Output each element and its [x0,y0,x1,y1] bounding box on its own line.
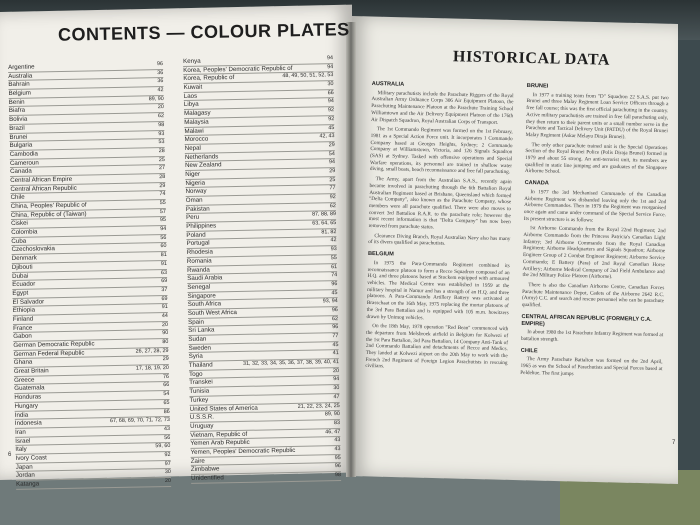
entry-country: El Salvador [12,297,45,306]
entry-pages: 28 [158,147,165,154]
entry-country: Transkei [189,378,213,387]
historical-column-1 [365,76,514,376]
entry-country: Belgium [8,89,31,98]
entry-country: Australia [8,72,33,80]
entry-country: Unidentified [191,474,224,482]
entry-country: Cuba [11,237,27,245]
paragraph: The Army, apart from the Australian S.A.S., recently again became involved in parachuting through the 6th Battalion Royal Australian Regiment based at Brisbane, Queensland which formed "Delta Company", also known as the Parachute Company, whose members were all parachute qualified. There were also moves to convert 3rd Battalion R.A.R. to the parachute role; however the most recent information is that "Delta Company" has now been removed from parachute status. [368,176,512,231]
entry-pages: 63, 64, 65 [312,220,337,227]
entry-country: Canada [10,167,32,176]
entry-pages: 54 [163,391,170,398]
entry-pages: 29 [162,356,169,363]
entry-country: Senegal [187,283,211,291]
paragraph: In 1977 the 3rd Mechanised Commando of the Canadian Airborne Regiment was disbanded leaving only the 1st and 2nd Airborne Commandos. Then in 1979 the Regiment was reorganised once again and came under command of the Special Service Force. Its present structure is as follows: [523,188,667,224]
entry-country: Togo [189,370,203,378]
entry-pages: 17, 18, 19, 20 [135,365,169,372]
entry-country: Jordan [15,471,35,480]
entry-pages: 94 [333,376,340,383]
entry-pages: 57 [159,208,166,215]
entry-country: Malawi [184,127,204,135]
entry-country: Biafra [8,107,26,115]
entry-pages: 63 [160,269,168,276]
entry-country: Kuwait [183,83,203,92]
entry-pages: 20 [332,367,340,374]
contents-column-b [183,55,341,483]
entry-pages: 48, 49, 50, 51, 52, 53 [282,72,334,80]
entry-pages: 59, 60 [155,443,171,450]
entry-pages: 29 [159,182,166,189]
entry-pages: 74 [159,191,166,198]
entry-pages: 27 [158,165,166,172]
entry-country: Saudi Arabia [187,274,223,283]
entry-country: Poland [186,231,206,239]
entry-country: Argentine [8,63,35,71]
entry-country: Zimbabwe [190,465,220,474]
entry-country: Guatemala [14,384,45,393]
entry-country: Czechoslovakia [11,245,55,254]
entry-country: Nepal [184,144,201,152]
entry-country: Cameroun [9,158,39,167]
entry-country: Rwanda [187,266,210,274]
entry-country: New Zealand [185,161,222,170]
entry-country: Honduras [14,393,42,402]
entry-country: Romania [186,257,212,265]
entry-pages: 94 [327,63,334,70]
contents-title: CONTENTS — COLOUR PLATES [57,19,350,45]
entry-pages: 91 [160,260,167,267]
entry-country: Italy [15,445,27,454]
entry-country: Philippines [186,222,217,231]
entry-country: Tunisia [189,387,210,396]
entry-pages: 94 [160,226,167,233]
entry-pages: 83 [333,419,341,427]
paragraph: The only other parachute trained unit is the Special Operations Section of the Royal Brunei Police (Polis Diraja Brunei) formed in 1979 and about 55 strong. An anti-terrorist unit, its members are qualified in static line jumping and are graduates of the Singapore Airborne School. [524,141,668,176]
entry-country: Yemen, Peoples' Democratic Republic [190,446,296,456]
entry-country: Spain [188,318,204,326]
entry-pages: 90 [162,330,169,337]
entry-country: Brunei [9,133,28,141]
entry-pages: 87, 88, 89 [311,211,337,218]
entry-pages: 60 [160,243,167,250]
entry-pages: 43 [163,425,171,432]
paragraph: Military parachutists include the Parachute Riggers of the Royal Australian Army Ordnance Corps 306 Air Equipment Platoon, the Parachuting Maintenance Platoon at the Parachute Training School Williamtown and the Air Delivery Equipment Platoon of the 176th Air Dispatch Squadron, Royal Australian Corps of Transport. [370,89,514,126]
entry-pages: 98 [334,472,342,479]
paragraph: On the 18th May, 1978 operation "Red Bean" commenced with the departure from Melsbroek airfield in Belgium for Kolwezi of the 1st Para Battalion, 3rd Para Battalion, 14 Company Anti-Tank of 2nd Commando Battalion and detachments of Recce and Medics. They landed at Kolwezi airport on the 20th May to work with the French 2nd Regiment of Foreign Legion Parachutists in rescuing civilians. [365,323,509,370]
entry-country: Central African Republic [10,184,77,193]
entry-pages: 55 [159,199,166,207]
entry-country: South West Africa [187,308,238,317]
entry-pages: 42 [330,237,337,244]
entry-country: Great Britain [13,367,49,376]
entry-country: Hungary [14,402,39,410]
entry-pages: 66 [163,382,170,389]
entry-pages: 29 [328,141,335,149]
entry-pages: 55 [330,254,337,262]
entry-country: Israel [15,437,31,445]
entry-pages: 62 [331,315,339,322]
entry-pages: 20 [157,104,164,111]
entry-pages: 74 [331,272,338,279]
paragraph: The Army Parachute Battalion was formed on the 2nd April, 1965 as was the School of Parachutists and Special Forces based at Peldehue. The first jumps [520,356,663,377]
entry-country: Colombia [11,228,38,237]
section-heading: BELGIUM [367,251,394,258]
entry-country: Norway [185,187,207,196]
entry-country: Oman [185,196,203,204]
entry-country: Egypt [12,289,29,297]
section-heading: CANADA [524,180,549,187]
entry-pages: 37 [161,286,168,293]
right-page-number: 7 [672,440,676,446]
entry-country: Malaysia [184,118,209,126]
entry-country: Bulgaria [9,141,33,150]
entry-pages: 81 [160,252,167,259]
entry-pages: 45 [331,289,338,296]
entry-country: German Federal Republic [13,349,85,358]
entry-pages: 93 [330,246,337,253]
entry-country: Greece [14,376,35,384]
left-page-number: 6 [8,452,12,458]
entry-pages: 43 [334,445,341,453]
entry-country: Denmark [11,254,37,263]
entry-country: Malagasy [184,109,211,118]
entry-pages: 86 [163,408,170,415]
entry-pages: 42 [157,87,164,94]
entry-pages: 95 [159,217,167,224]
entry-pages: 44 [161,312,168,320]
entry-country: Ecuador [12,280,36,289]
book-gutter [346,22,356,477]
entry-pages: 96 [331,307,338,314]
section-heading: AUSTRALIA [371,80,405,88]
entry-pages: 36 [157,69,164,76]
entry-country: Ivory Coast [15,454,47,462]
entry-pages: 46, 47 [325,428,341,435]
entry-pages: 98 [158,121,165,128]
entry-pages: 47 [333,393,340,400]
entry-pages: 56 [160,234,167,241]
entry-country: Chile [10,194,25,202]
entry-pages: 92 [327,107,335,114]
entry-pages: 41 [332,350,339,357]
entry-pages: 31, 32, 33, 34, 35, 36, 37, 38, 39, 40, 41 [242,359,339,367]
paragraph: Clearance Diving Branch, Royal Australian Navy also has many of its divers qualified as parachutists. [368,232,511,248]
entry-pages: 96 [331,280,338,288]
paragraph: 1st Airborne Commando from the Royal 22nd Regiment; 2nd Airborne Commando from the Princess Patricia's Canadian Light Infantry; 3rd Airborne Commando from the Royal Canadian Regiment; Airborne Headquarters and Signals Squadron; Airborne Engineer Group of 2 Combat Engineer Regiment; Airborne Service Commando; E Battery (Para) of 2nd Royal Canadian Horse Artillery; Airborne Medical Company of 2nd Field Ambulance and the 2nd Military Police Platoon (Airborne). [522,225,666,281]
entry-country: Turkey [189,396,209,404]
historical-data-title: HISTORICAL DATA [452,48,611,69]
entry-country: Netherlands [184,152,219,161]
entry-pages: 30 [327,81,334,88]
entry-pages: 62 [329,202,336,209]
entry-pages: 43 [334,437,341,444]
entry-pages: 29 [329,168,336,175]
paragraph: There is also the Canadian Airborne Centre, Canadian Forces Parachute Maintenance Depot, Cadets of the Airborne 2642 R.C. (Army) C.C. and search and rescue personnel who can be parachute qualified. [521,282,665,309]
historical-column-2 [520,78,669,383]
entry-country: South Africa [187,300,222,309]
entry-country: Korea, Peoples' Democratic Republic of [183,64,293,74]
entry-country: Indonesia [14,419,42,428]
entry-country: Iran [15,428,26,436]
entry-country: Rhodesia [186,248,213,257]
entry-pages: 69 [161,295,168,302]
entry-pages: 61 [330,263,338,270]
entry-country: U.S.S.R. [189,413,215,422]
entry-country: United States of America [189,404,258,413]
entry-country: Gabon [13,332,32,341]
paragraph: The 1st Commando Regiment was formed on the 1st February, 1981 as a Special Action Force unit. It incorporates 1 Commando Company based at Georges Heights, Sydney; 2 Commando Company at Williamstown, Victoria, and 126 Signals Squadron (SAS) at Sydney. Tasked with offensive operations and Special Warfare operations, its personnel are trained in shallow water diving, small boats, beach reconnaissance and free fall parachuting. [369,126,513,176]
entry-pages: 66 [327,89,334,96]
entry-country: China, Republic of (Taiwan) [10,210,87,219]
entry-pages: 20 [161,321,169,328]
entry-country: Libya [183,101,199,109]
entry-pages: 69 [161,278,168,285]
entry-country: Ethiopia [12,306,36,315]
entry-country: India [14,411,29,419]
entry-country: Korea, Republic of [183,74,235,83]
entry-country: Morocco [184,135,209,144]
entry-pages: 56 [164,434,171,441]
entry-country: Sri Lanka [188,326,215,335]
entry-country: Finland [12,315,34,323]
entry-country: China, Peoples' Republic of [10,201,87,210]
entry-pages: 42, 43 [319,133,335,140]
entry-pages: 91 [161,304,168,311]
entry-country: Dubai [12,272,29,280]
entry-pages: 92 [329,194,336,201]
entry-country: Brazil [9,124,25,132]
section-heading: CENTRAL AFRICAN REPUBLIC (FORMERLY C.A. EMPIRE) [521,313,652,327]
entry-country: France [13,324,33,332]
entry-pages: 92 [164,451,171,459]
entry-country: Bahrain [8,80,30,89]
entry-country: Singapore [187,291,216,300]
entry-country: Laos [183,92,198,100]
entry-country: Yemen Arab Republic [190,439,250,448]
paragraph: In about 1980 the 1st Parachute Infantry Regiment was formed at battalion strength. [521,329,664,343]
entry-pages: 62 [157,113,165,120]
entry-country: Ghana [13,358,33,367]
entry-country: Katanga [16,480,40,488]
entry-pages: 77 [329,185,336,192]
entry-pages: 54 [328,150,335,157]
entry-pages: 25 [158,156,165,163]
entry-pages: 26, 27, 28, 29 [135,347,169,355]
entry-pages: 30 [333,385,340,392]
entry-pages: 89, 90 [324,411,340,418]
entry-pages: 92 [328,115,335,123]
section-heading: CHILE [520,347,538,354]
entry-pages: 96 [156,61,164,68]
entry-country: German Democratic Republic [13,340,95,349]
entry-pages: 21, 22, 23, 24, 25 [297,402,340,410]
entry-pages: 36 [157,78,164,85]
entry-pages: 30 [164,469,171,476]
entry-country: Syria [188,353,203,361]
entry-country: Sudan [188,335,207,343]
entry-pages: 95 [334,454,341,461]
entry-pages: 53 [158,139,165,146]
entry-country: Central African Empire [10,175,73,184]
entry-pages: 20 [164,477,172,485]
entry-pages: 96 [334,463,341,470]
entry-pages: 45 [332,341,339,348]
entry-country: Nigeria [185,179,206,187]
entry-pages: 97 [164,460,171,467]
entry-pages: 28 [159,173,166,181]
entry-country: Bolivia [9,115,28,124]
entry-country: Vietnam, Republic of [190,430,248,439]
entry-pages: 81, 82 [321,228,337,236]
entry-country: Niger [185,170,201,178]
entry-pages: 76 [162,373,170,380]
entry-pages: 94 [328,159,336,166]
entry-country: Pakistan [185,205,210,213]
entry-pages: 89, 90 [148,95,164,103]
entry-country: Japan [15,463,33,471]
entry-pages: 80 [162,338,169,346]
entry-pages: 94 [327,98,334,105]
entry-pages: 65 [163,399,170,406]
entry-country: Zaire [190,457,205,465]
entry-pages: 93, 94 [322,298,338,305]
entry-pages: 96 [332,324,339,331]
entry-pages: 93 [158,130,165,137]
entry-pages: 94 [326,55,334,62]
entry-country: Ciskei [11,220,28,228]
paragraph: In 1977 a training team from "D" Squadron 22 S.A.S. put two Brunei and three Malay Regiment Loan Service Officers through a free fall course; this was the first official parachuting in the country. Active military parachutists are trained in free fall parachuting only, they then return to their parent units or a small number serve in the Parachute and Tactical Delivery Unit (PATDU) of the Royal Brunei Malay Regiment (Askar Melayu Diraja Brunei). [525,91,669,141]
entry-country: Thailand [188,361,213,370]
entry-country: Uruguay [190,422,214,430]
entry-country: Kenya [183,57,201,65]
entry-pages: 45 [328,124,335,131]
entry-country: Djibouti [11,263,33,271]
section-heading: BRUNEI [526,82,549,90]
entry-country: Peru [186,214,200,222]
entry-country: Cambodia [9,150,39,158]
entry-pages: 77 [332,333,339,340]
entry-country: Sweden [188,344,212,352]
entry-pages: 25 [329,176,336,183]
paragraph: In 1975 the Para-Commando Regiment combined its reconnaissance platoon to form a Recce Squadron composed of an H.Q. and three platoons based at Stockem equipped with armoured vehicles. The Medical Centre was established in 1959 at the military hospital in Namur and has a strength of an H.Q. and three platoons. A Para-Commando Artillery Battery was activated at Brasschaat on the 16th May, 1975 replacing the mortar platoons of the 3rd Para Battalion and is equipped with 105 m.m. howitzers drawn by Unimog vehicles. [366,259,510,321]
entry-country: Benin [8,98,25,106]
entry-country: Portugal [186,239,210,248]
entry-pages: 67, 68, 69, 70, 71, 72, 73 [109,417,170,425]
contents-column-a [8,61,171,490]
